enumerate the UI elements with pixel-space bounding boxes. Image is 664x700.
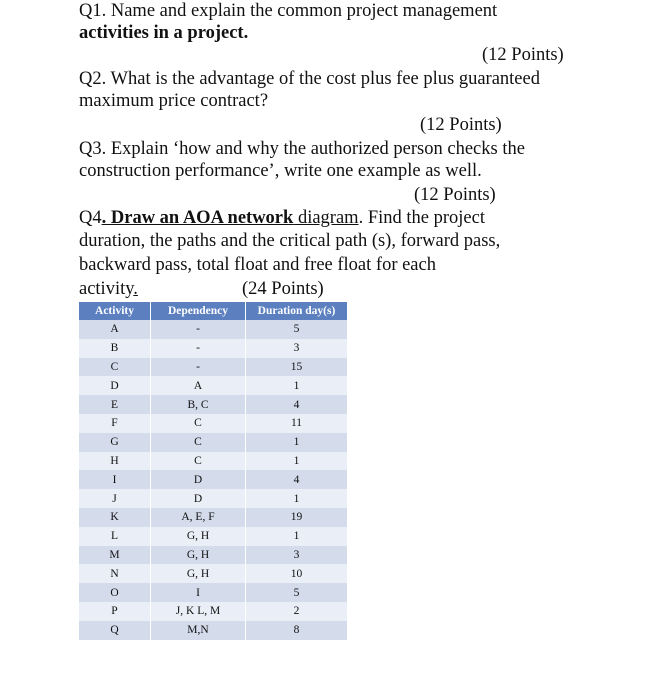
table-row — [79, 564, 347, 583]
table-row — [79, 395, 347, 414]
table-row — [79, 376, 347, 395]
table-row — [79, 358, 347, 377]
activity-cell: D — [79, 376, 151, 395]
q4-line-1 — [79, 207, 485, 229]
table-row — [79, 583, 347, 602]
table-row — [79, 452, 347, 471]
dependency-cell: D — [151, 470, 246, 489]
dependency-cell: - — [151, 358, 246, 377]
dependency-cell: G, H — [151, 564, 246, 583]
q4-activity-word: activity — [79, 279, 134, 299]
table-row — [79, 414, 347, 433]
q4-activity-dot: . — [133, 279, 138, 299]
table-row — [79, 546, 347, 565]
header-activity: Activity — [79, 302, 151, 320]
activity-cell: K — [79, 508, 151, 527]
table-row — [79, 339, 347, 358]
duration-cell: 4 — [246, 470, 348, 489]
table-body — [79, 320, 347, 640]
q1-line-1: Q1. Name and explain the common project management — [79, 1, 498, 21]
table-row — [79, 621, 347, 640]
activity-cell: Q — [79, 621, 151, 640]
table-row — [79, 527, 347, 546]
q1-points: (12 Points) — [482, 45, 564, 65]
table-row — [79, 470, 347, 489]
dependency-cell: C — [151, 414, 246, 433]
table-row — [79, 602, 347, 621]
activity-cell: O — [79, 583, 151, 602]
activity-cell: G — [79, 433, 151, 452]
dependency-cell: J, K L, M — [151, 602, 246, 621]
dependency-cell: C — [151, 452, 246, 471]
activity-cell: A — [79, 320, 151, 339]
activity-cell: P — [79, 602, 151, 621]
q1-line-2-text: activities in a project. — [79, 23, 249, 43]
q2-line-2: maximum price contract? — [79, 91, 269, 111]
q2-line-1: Q2. What is the advantage of the cost plus fee plus guaranteed — [79, 69, 540, 89]
duration-cell: 4 — [246, 395, 348, 414]
duration-cell: 3 — [246, 339, 348, 358]
q4-line-3: backward pass, total float and free float for each — [79, 255, 436, 275]
duration-cell: 15 — [246, 358, 348, 377]
q4-draw-aoa: . Draw an AOA network — [101, 208, 294, 228]
table-row — [79, 508, 347, 527]
duration-cell: 1 — [246, 452, 348, 471]
q4-line-4 — [79, 278, 138, 300]
dependency-table — [79, 302, 347, 640]
duration-cell: 1 — [246, 433, 348, 452]
q3-line-2: construction performance’, write one example as well. — [79, 161, 482, 181]
header-duration: Duration day(s) — [246, 302, 348, 320]
duration-cell: 5 — [246, 320, 348, 339]
dependency-cell: C — [151, 433, 246, 452]
duration-cell: 3 — [246, 546, 348, 565]
q4-points: (24 Points) — [242, 279, 324, 299]
header-dependency: Dependency — [151, 302, 246, 320]
table-row — [79, 320, 347, 339]
duration-cell: 11 — [246, 414, 348, 433]
activity-cell: N — [79, 564, 151, 583]
activity-cell: L — [79, 527, 151, 546]
q4-line-1-rest: . Find the project — [358, 208, 485, 228]
dependency-cell: B, C — [151, 395, 246, 414]
duration-cell: 1 — [246, 376, 348, 395]
q4-diagram: diagram — [293, 208, 359, 228]
dependency-cell: - — [151, 339, 246, 358]
q3-points: (12 Points) — [414, 185, 496, 205]
activity-cell: C — [79, 358, 151, 377]
q3-line-1: Q3. Explain ‘how and why the authorized person checks the — [79, 139, 525, 159]
duration-cell: 5 — [246, 583, 348, 602]
duration-cell: 10 — [246, 564, 348, 583]
activity-cell: F — [79, 414, 151, 433]
activity-cell: I — [79, 470, 151, 489]
q4-prefix: Q4 — [79, 208, 102, 228]
activity-cell: E — [79, 395, 151, 414]
activity-cell: J — [79, 489, 151, 508]
table-row — [79, 433, 347, 452]
duration-cell: 2 — [246, 602, 348, 621]
q2-points: (12 Points) — [420, 115, 502, 135]
activity-cell: M — [79, 546, 151, 565]
duration-cell: 19 — [246, 508, 348, 527]
table-row — [79, 489, 347, 508]
q4-line-2: duration, the paths and the critical path (s), forward pass, — [79, 231, 501, 251]
dependency-cell: G, H — [151, 546, 246, 565]
dependency-cell: - — [151, 320, 246, 339]
duration-cell: 1 — [246, 489, 348, 508]
duration-cell: 8 — [246, 621, 348, 640]
dependency-cell: A, E, F — [151, 508, 246, 527]
dependency-cell: M,N — [151, 621, 246, 640]
duration-cell: 1 — [246, 527, 348, 546]
dependency-cell: A — [151, 376, 246, 395]
dependency-cell: I — [151, 583, 246, 602]
dependency-cell: D — [151, 489, 246, 508]
q1-line-2 — [79, 22, 248, 44]
activity-cell: B — [79, 339, 151, 358]
activity-cell: H — [79, 452, 151, 471]
dependency-cell: G, H — [151, 527, 246, 546]
table-header-row — [79, 302, 347, 320]
